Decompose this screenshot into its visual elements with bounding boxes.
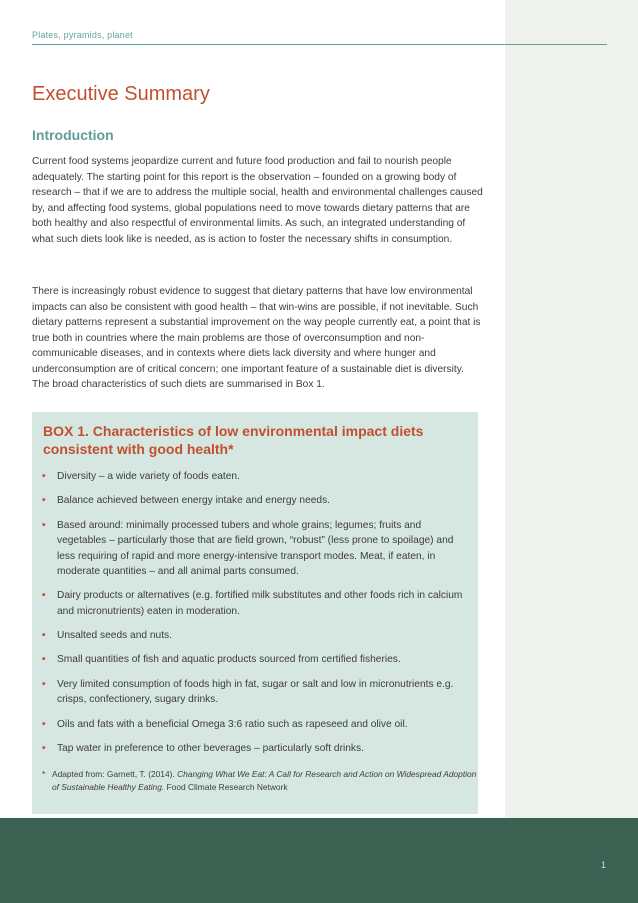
list-item-text: Dairy products or alternatives (e.g. fortified milk substitutes and other foods rich in calcium and micronutrients) eaten in moderation. xyxy=(57,590,463,617)
list-item-text: Small quantities of fish and aquatic products sourced from certified fisheries. xyxy=(57,654,401,666)
list-item-text: Based around: minimally processed tubers and whole grains; legumes; fruits and vegetables – particularly those that are field grown, “robust” (less prone to spoilage) and less requiring of rapid and more energy-intensive transport modes. Meat, if eaten, in moderate quantities – and all animal parts consumed. xyxy=(57,519,454,578)
list-item-text: Tap water in preference to other beverages – particularly soft drinks. xyxy=(57,742,364,754)
bullet-icon: • xyxy=(42,471,46,482)
bullet-icon: • xyxy=(42,742,46,754)
box-title: BOX 1. Characteristics of low environmental impact diets consistent with good health* xyxy=(43,423,424,457)
box-list xyxy=(42,469,467,765)
paragraph: Current food systems jeopardize current and future food production and fail to nourish people adequately. The starting point for this report is the observation – founded on a growing body of research – that if we are to address the multiple social, health and environmental challenges caused by, and affecting food systems, global populations need to move towards dietary patterns that are both healthy and also respectful of environmental limits. As such, an integrated understanding of what such diets look like is needed, as is action to foster the necessary shifts in consumption. xyxy=(32,156,483,245)
bullet-icon: • xyxy=(42,654,46,666)
bullet-icon: • xyxy=(42,718,46,730)
header-rule xyxy=(32,44,607,45)
bullet-icon: • xyxy=(42,678,46,690)
footer-band xyxy=(0,818,638,903)
footnote-mark: * xyxy=(42,769,46,779)
list-item xyxy=(42,677,467,708)
list-item-text: Oils and fats with a beneficial Omega 3:6 ratio such as rapeseed and olive oil. xyxy=(57,718,408,730)
list-item xyxy=(42,493,467,509)
side-panel xyxy=(505,0,638,818)
footnote xyxy=(42,768,477,794)
list-item xyxy=(42,741,467,757)
footnote-title: Changing What We Eat: A Call for Research and Action on Widespread Adoption of Sustainable Healthy Eating. xyxy=(52,769,477,792)
footnote-suffix: Food Climate Research Network xyxy=(164,782,288,792)
footnote-prefix: Adapted from: Garnett, T. (2014). xyxy=(52,769,178,779)
list-item xyxy=(42,717,467,733)
bullet-icon: • xyxy=(42,519,46,531)
list-item-text: Unsalted seeds and nuts. xyxy=(57,630,172,642)
list-item xyxy=(42,518,467,580)
list-item-text: Balance achieved between energy intake and energy needs. xyxy=(57,495,330,507)
list-item xyxy=(42,652,467,668)
paragraph: There is increasingly robust evidence to suggest that dietary patterns that have low environmental impacts can also be consistent with good health – that win-wins are possible, if not inevitable. Such dietary patterns represent a substantial improvement on the way people currently eat, a point that is true both in countries where the main problems are those of overconsumption and non-communicable diseases, and in contexts where diets lack diversity and where hunger and underconsumption are of critical concern; one important feature of a sustainable diet is diversity. The broad characteristics of such diets are summarised in Box 1. xyxy=(32,286,481,390)
bullet-icon: • xyxy=(42,495,46,507)
page-title: Executive Summary xyxy=(32,83,210,105)
list-item xyxy=(42,469,467,485)
list-item-text: Very limited consumption of foods high in fat, sugar or salt and low in micronutrients e.g. crisps, confectionery, sugary drinks. xyxy=(57,678,454,706)
box-1 xyxy=(32,412,478,814)
running-head: Plates, pyramids, planet xyxy=(32,30,133,40)
list-item xyxy=(42,628,467,644)
bullet-icon: • xyxy=(42,590,46,602)
list-item xyxy=(42,588,467,619)
bullet-icon: • xyxy=(42,630,46,642)
list-item-text: Diversity – a wide variety of foods eaten. xyxy=(57,471,240,482)
page-number: 1 xyxy=(600,860,606,870)
section-heading: Introduction xyxy=(32,127,114,143)
